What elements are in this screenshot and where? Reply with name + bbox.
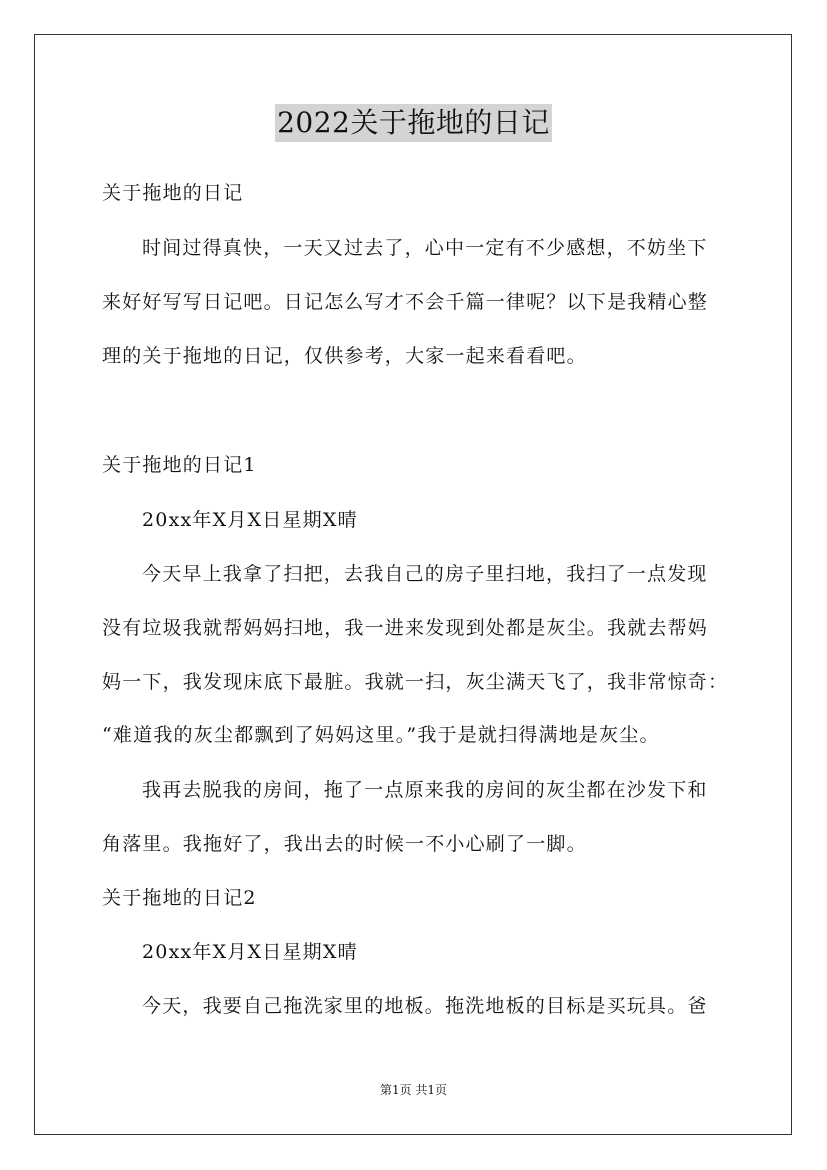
paragraph-line: 理的关于拖地的日记，仅供参考，大家一起来看看吧。 [102, 345, 587, 367]
section-heading-2: 关于拖地的日记2 [102, 887, 257, 909]
title-container [0, 104, 827, 142]
diary-date-line: 20xx年X月X日星期X晴 [142, 941, 358, 963]
paragraph-line: 时间过得真快，一天又过去了，心中一定有不少感想，不妨坐下 [142, 237, 708, 259]
page-footer: 第1页 共1页 [379, 1083, 448, 1097]
paragraph-line: 妈一下，我发现床底下最脏。我就一扫，灰尘满天飞了，我非常惊奇： [102, 671, 729, 693]
paragraph-line: 角落里。我拖好了，我出去的时候一不小心刷了一脚。 [102, 833, 587, 855]
paragraph-line: “难道我的灰尘都飘到了妈妈这里。”我于是就扫得满地是灰尘。 [102, 724, 660, 746]
paragraph-line: 没有垃圾我就帮妈妈扫地，我一进来发现到处都是灰尘。我就去帮妈 [102, 617, 709, 639]
paragraph-line: 来好好写写日记吧。日记怎么写才不会千篇一律呢？以下是我精心整 [102, 291, 709, 313]
section-heading-1: 关于拖地的日记1 [102, 454, 257, 476]
paragraph-line: 我再去脱我的房间，拖了一点原来我的房间的灰尘都在沙发下和 [142, 779, 708, 801]
document-title: 2022关于拖地的日记 [275, 104, 552, 142]
intro-heading: 关于拖地的日记 [102, 182, 244, 204]
diary-date-line: 20xx年X月X日星期X晴 [142, 509, 358, 531]
paragraph-line: 今天，我要自己拖洗家里的地板。拖洗地板的目标是买玩具。爸 [142, 995, 708, 1017]
paragraph-line: 今天早上我拿了扫把，去我自己的房子里扫地，我扫了一点发现 [142, 563, 708, 585]
